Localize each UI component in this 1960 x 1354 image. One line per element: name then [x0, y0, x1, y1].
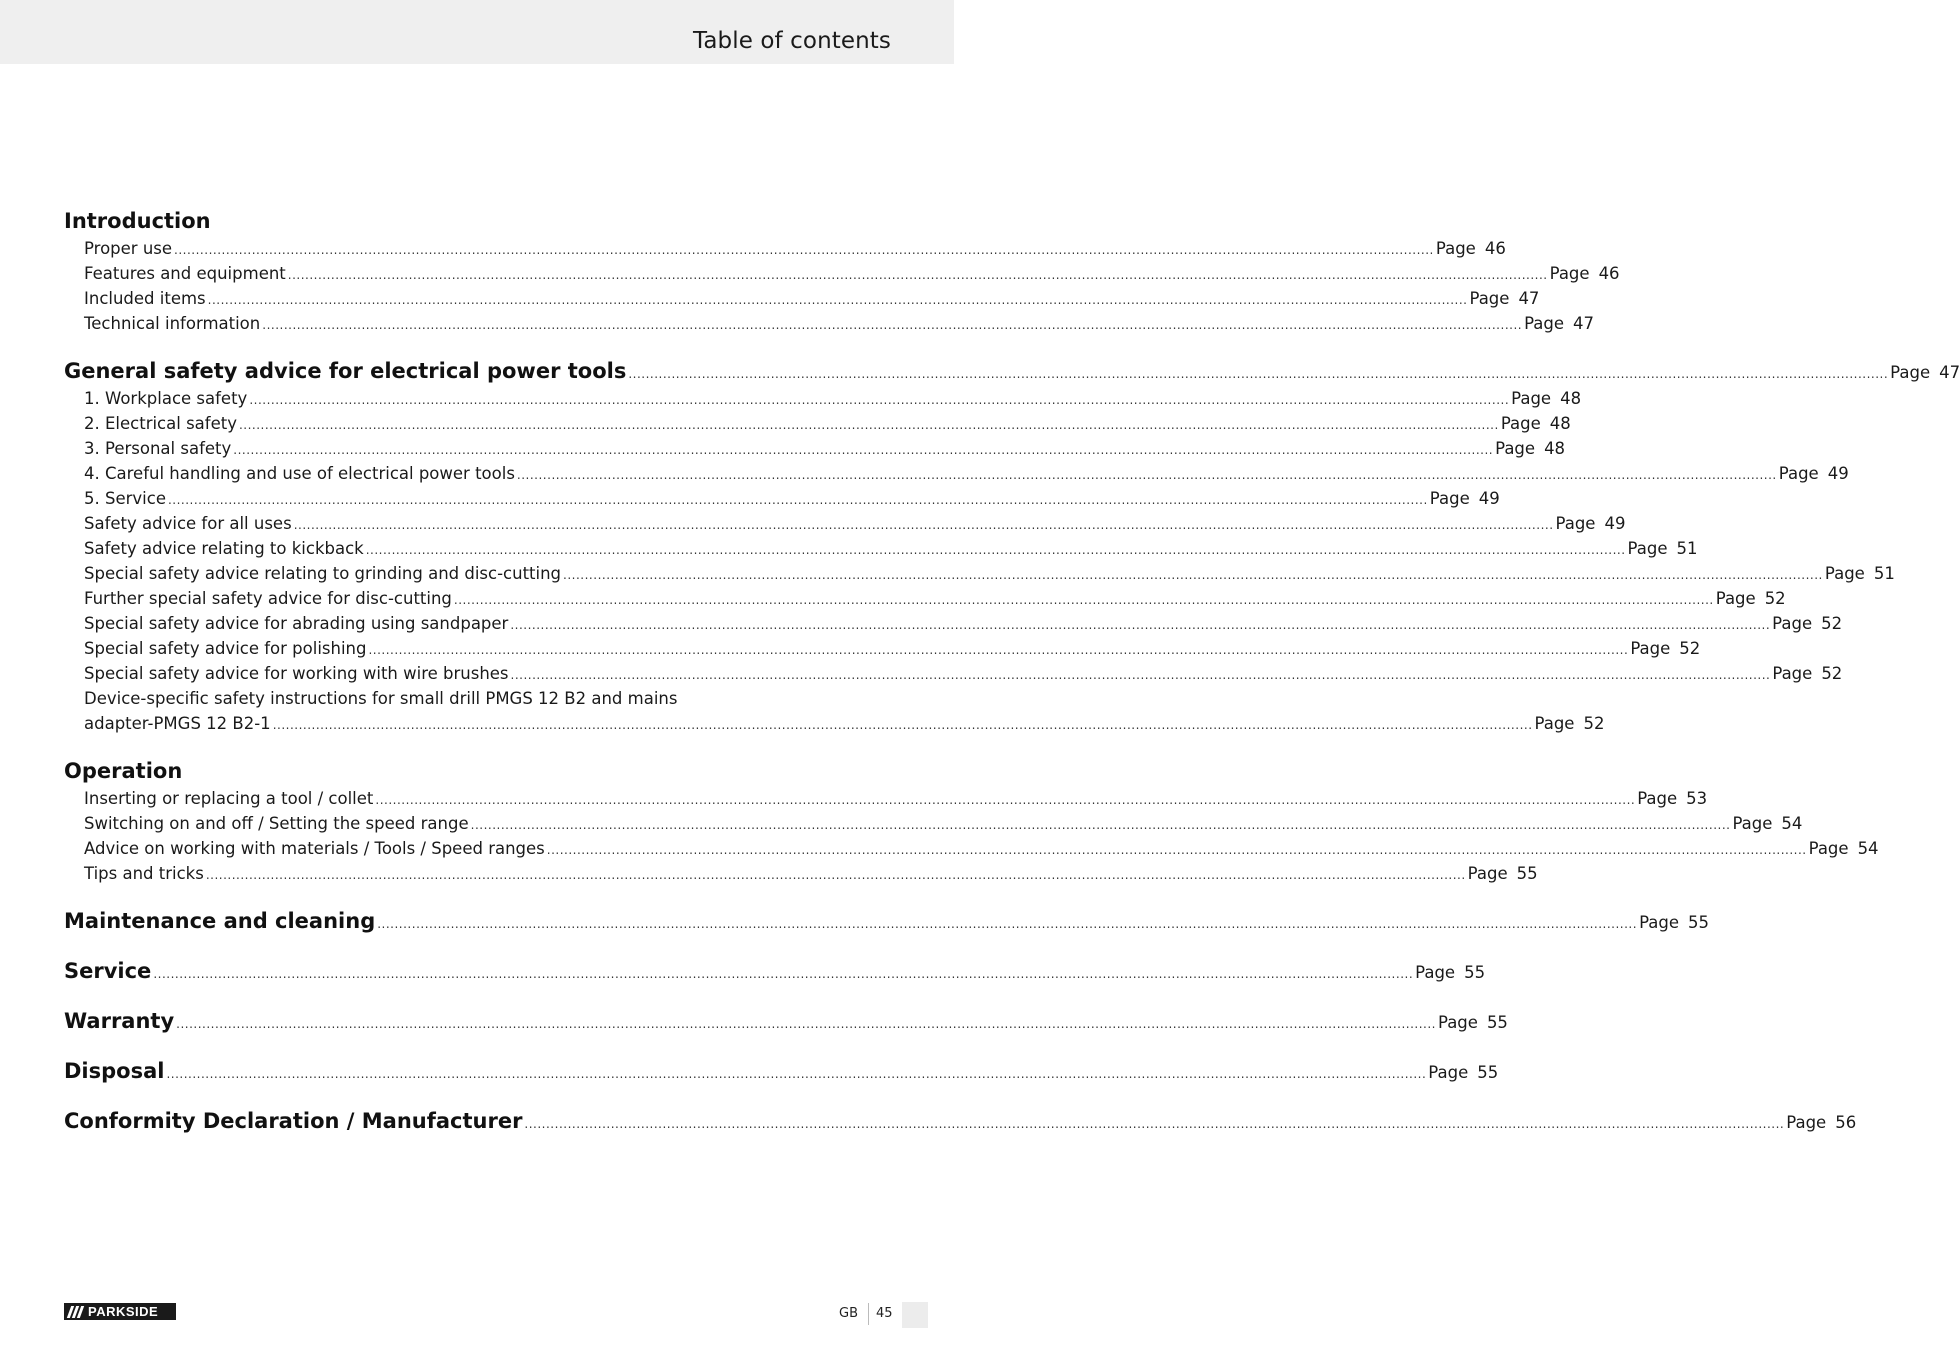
- toc-entry[interactable]: [64, 486, 1500, 511]
- dot-leader: ....................................................................................................................................................................................................................................................................................................: [516, 468, 1777, 482]
- page-number: 55: [1688, 913, 1710, 932]
- toc-entry[interactable]: [64, 236, 1506, 261]
- page-word: Page: [1500, 414, 1541, 433]
- page-word: Page: [1534, 714, 1575, 733]
- page-word: Page: [1639, 913, 1680, 932]
- entry-label: Special safety advice for working with wire brushes: [84, 664, 509, 683]
- toc-section-warranty[interactable]: [64, 1006, 1508, 1036]
- toc-entry[interactable]: [64, 386, 1582, 411]
- page-word: Page: [1772, 664, 1813, 683]
- entry-label: Proper use: [84, 239, 173, 258]
- toc-entry[interactable]: [64, 286, 1540, 311]
- entry-label: Further special safety advice for disc-cutting: [84, 589, 452, 608]
- dot-leader: ....................................................................................................................................................................................................................................................................................................: [207, 293, 1468, 307]
- page-word: Page: [1524, 314, 1565, 333]
- page-number: 46: [1598, 264, 1620, 283]
- entry-label: Included items: [84, 289, 206, 308]
- page-word: Page: [1824, 564, 1865, 583]
- page-word: Page: [1627, 539, 1668, 558]
- table-of-contents: [64, 206, 1960, 1156]
- toc-entry[interactable]: [64, 661, 1843, 686]
- dot-leader: ....................................................................................................................................................................................................................................................................................................: [233, 443, 1494, 457]
- page-word: Page: [1555, 514, 1596, 533]
- toc-section-service[interactable]: [64, 956, 1486, 986]
- entry-label: Tips and tricks: [84, 864, 204, 883]
- entry-label: Safety advice for all uses: [84, 514, 292, 533]
- dot-leader: ....................................................................................................................................................................................................................................................................................................: [377, 917, 1638, 931]
- entry-label: Technical information: [84, 314, 261, 333]
- page-number: 49: [1604, 514, 1626, 533]
- section-heading: Operation: [64, 759, 183, 783]
- page-word: Page: [1890, 363, 1931, 382]
- section-heading-row[interactable]: [64, 356, 1960, 386]
- dot-leader: ....................................................................................................................................................................................................................................................................................................: [205, 868, 1466, 882]
- footer-tab-marker: [902, 1302, 928, 1328]
- page-number: 48: [1560, 389, 1582, 408]
- page-number: 46: [1484, 239, 1506, 258]
- page-number: 55: [1486, 1013, 1508, 1032]
- page-word: Page: [1511, 389, 1552, 408]
- page-word: Page: [1549, 264, 1590, 283]
- page-number: 48: [1549, 414, 1571, 433]
- toc-section-disposal[interactable]: [64, 1056, 1499, 1086]
- section-heading: Disposal: [64, 1059, 165, 1083]
- toc-section-introduction: [64, 206, 1620, 336]
- toc-section-general-safety: [64, 356, 1960, 736]
- page-word: Page: [1637, 789, 1678, 808]
- dot-leader: ....................................................................................................................................................................................................................................................................................................: [470, 818, 1731, 832]
- dot-leader: ....................................................................................................................................................................................................................................................................................................: [174, 243, 1434, 257]
- page-word: Page: [1415, 963, 1456, 982]
- dot-leader: ....................................................................................................................................................................................................................................................................................................: [628, 367, 1889, 381]
- toc-entry[interactable]: [64, 586, 1786, 611]
- dot-leader: ....................................................................................................................................................................................................................................................................................................: [510, 618, 1771, 632]
- language-code: GB: [839, 1306, 858, 1321]
- toc-entry[interactable]: [64, 536, 1698, 561]
- page-number: 47: [1573, 314, 1595, 333]
- toc-entry[interactable]: [64, 561, 1895, 586]
- page-number: 55: [1516, 864, 1538, 883]
- page-number-footer: 45: [876, 1306, 893, 1321]
- toc-entry[interactable]: [64, 436, 1566, 461]
- dot-leader: ....................................................................................................................................................................................................................................................................................................: [524, 1117, 1785, 1131]
- dot-leader: ....................................................................................................................................................................................................................................................................................................: [176, 1017, 1436, 1031]
- page-number: 53: [1686, 789, 1708, 808]
- toc-entry-line1[interactable]: [64, 686, 890, 711]
- toc-entry[interactable]: [64, 861, 1538, 886]
- toc-entry[interactable]: [64, 461, 1849, 486]
- section-heading: Service: [64, 959, 152, 983]
- page-number: 49: [1478, 489, 1500, 508]
- page-word: Page: [1808, 839, 1849, 858]
- page-word: Page: [1428, 1063, 1469, 1082]
- entry-label: 2. Electrical safety: [84, 414, 237, 433]
- toc-section-conformity[interactable]: [64, 1106, 1857, 1136]
- dot-leader: ....................................................................................................................................................................................................................................................................................................: [375, 793, 1636, 807]
- page-number: 52: [1821, 664, 1843, 683]
- section-heading: Warranty: [64, 1009, 175, 1033]
- page-number: 55: [1477, 1063, 1499, 1082]
- entry-label: Device-specific safety instructions for small drill PMGS 12 B2 and mains: [84, 689, 678, 708]
- dot-leader: ....................................................................................................................................................................................................................................................................................................: [365, 543, 1626, 557]
- page-word: Page: [1467, 864, 1508, 883]
- toc-entry[interactable]: [64, 711, 1605, 736]
- page-word: Page: [1469, 289, 1510, 308]
- page-number: 51: [1873, 564, 1895, 583]
- dot-leader: ....................................................................................................................................................................................................................................................................................................: [453, 593, 1714, 607]
- section-heading: Maintenance and cleaning: [64, 909, 376, 933]
- page-number: 47: [1939, 363, 1960, 382]
- entry-label: Switching on and off / Setting the speed range: [84, 814, 469, 833]
- dot-leader: ....................................................................................................................................................................................................................................................................................................: [262, 318, 1523, 332]
- page-number: 52: [1583, 714, 1605, 733]
- toc-entry[interactable]: [64, 786, 1708, 811]
- entry-label: 3. Personal safety: [84, 439, 232, 458]
- logo-stripes-icon: [64, 1303, 86, 1320]
- page-word: Page: [1437, 1013, 1478, 1032]
- page-number: 56: [1835, 1113, 1857, 1132]
- toc-entry[interactable]: [64, 811, 1803, 836]
- page-word: Page: [1630, 639, 1671, 658]
- entry-label: Features and equipment: [84, 264, 286, 283]
- dot-leader: ....................................................................................................................................................................................................................................................................................................: [510, 668, 1771, 682]
- entry-label: Special safety advice relating to grinding and disc-cutting: [84, 564, 562, 583]
- header-bar: [0, 0, 954, 64]
- brand-name: PARKSIDE: [88, 1304, 159, 1319]
- page-number: 49: [1827, 464, 1849, 483]
- page-word: Page: [1778, 464, 1819, 483]
- footer-divider: [868, 1303, 869, 1325]
- page-number: 48: [1544, 439, 1566, 458]
- dot-leader: ....................................................................................................................................................................................................................................................................................................: [249, 393, 1510, 407]
- page-word: Page: [1732, 814, 1773, 833]
- page-number: 47: [1518, 289, 1540, 308]
- toc-entry[interactable]: [64, 411, 1571, 436]
- page-number: 54: [1781, 814, 1803, 833]
- page-number: 52: [1821, 614, 1843, 633]
- entry-label: Special safety advice for abrading using sandpaper: [84, 614, 509, 633]
- page-word: Page: [1786, 1113, 1827, 1132]
- entry-label: 5. Service: [84, 489, 166, 508]
- section-heading: General safety advice for electrical power tools: [64, 359, 627, 383]
- page-word: Page: [1495, 439, 1536, 458]
- entry-label: 1. Workplace safety: [84, 389, 248, 408]
- page-word: Page: [1772, 614, 1813, 633]
- entry-label: 4. Careful handling and use of electrical power tools: [84, 464, 515, 483]
- dot-leader: ....................................................................................................................................................................................................................................................................................................: [563, 568, 1823, 582]
- entry-label: adapter-PMGS 12 B2-1: [84, 714, 271, 733]
- toc-entry[interactable]: [64, 511, 1626, 536]
- page-title: Table of contents: [692, 28, 891, 54]
- toc-entry[interactable]: [64, 636, 1701, 661]
- entry-label: Safety advice relating to kickback: [84, 539, 364, 558]
- page-number: 54: [1857, 839, 1879, 858]
- section-heading: Conformity Declaration / Manufacturer: [64, 1109, 523, 1133]
- entry-label: Advice on working with materials / Tools / Speed ranges: [84, 839, 545, 858]
- dot-leader: ....................................................................................................................................................................................................................................................................................................: [272, 718, 1533, 732]
- dot-leader: ....................................................................................................................................................................................................................................................................................................: [293, 518, 1554, 532]
- toc-entry[interactable]: [64, 261, 1620, 286]
- toc-section-operation: [64, 756, 1879, 886]
- dot-leader: ....................................................................................................................................................................................................................................................................................................: [287, 268, 1548, 282]
- page-word: Page: [1435, 239, 1476, 258]
- toc-section-maintenance[interactable]: [64, 906, 1710, 936]
- toc-entry[interactable]: [64, 611, 1843, 636]
- section-heading: Introduction: [64, 209, 211, 233]
- dot-leader: ....................................................................................................................................................................................................................................................................................................: [546, 843, 1807, 857]
- toc-entry[interactable]: [64, 836, 1879, 861]
- dot-leader: ....................................................................................................................................................................................................................................................................................................: [153, 967, 1414, 981]
- page-word: Page: [1715, 589, 1756, 608]
- dot-leader: ....................................................................................................................................................................................................................................................................................................: [368, 643, 1629, 657]
- page-number: 52: [1679, 639, 1701, 658]
- dot-leader: ....................................................................................................................................................................................................................................................................................................: [167, 493, 1428, 507]
- toc-entry[interactable]: [64, 311, 1595, 336]
- entry-label: Inserting or replacing a tool / collet: [84, 789, 374, 808]
- page-number: 55: [1464, 963, 1486, 982]
- dot-leader: ....................................................................................................................................................................................................................................................................................................: [166, 1067, 1427, 1081]
- page-number: 51: [1676, 539, 1698, 558]
- parkside-logo: [64, 1303, 176, 1320]
- page-number: 52: [1764, 589, 1786, 608]
- entry-label: Special safety advice for polishing: [84, 639, 367, 658]
- page-word: Page: [1429, 489, 1470, 508]
- dot-leader: ....................................................................................................................................................................................................................................................................................................: [238, 418, 1499, 432]
